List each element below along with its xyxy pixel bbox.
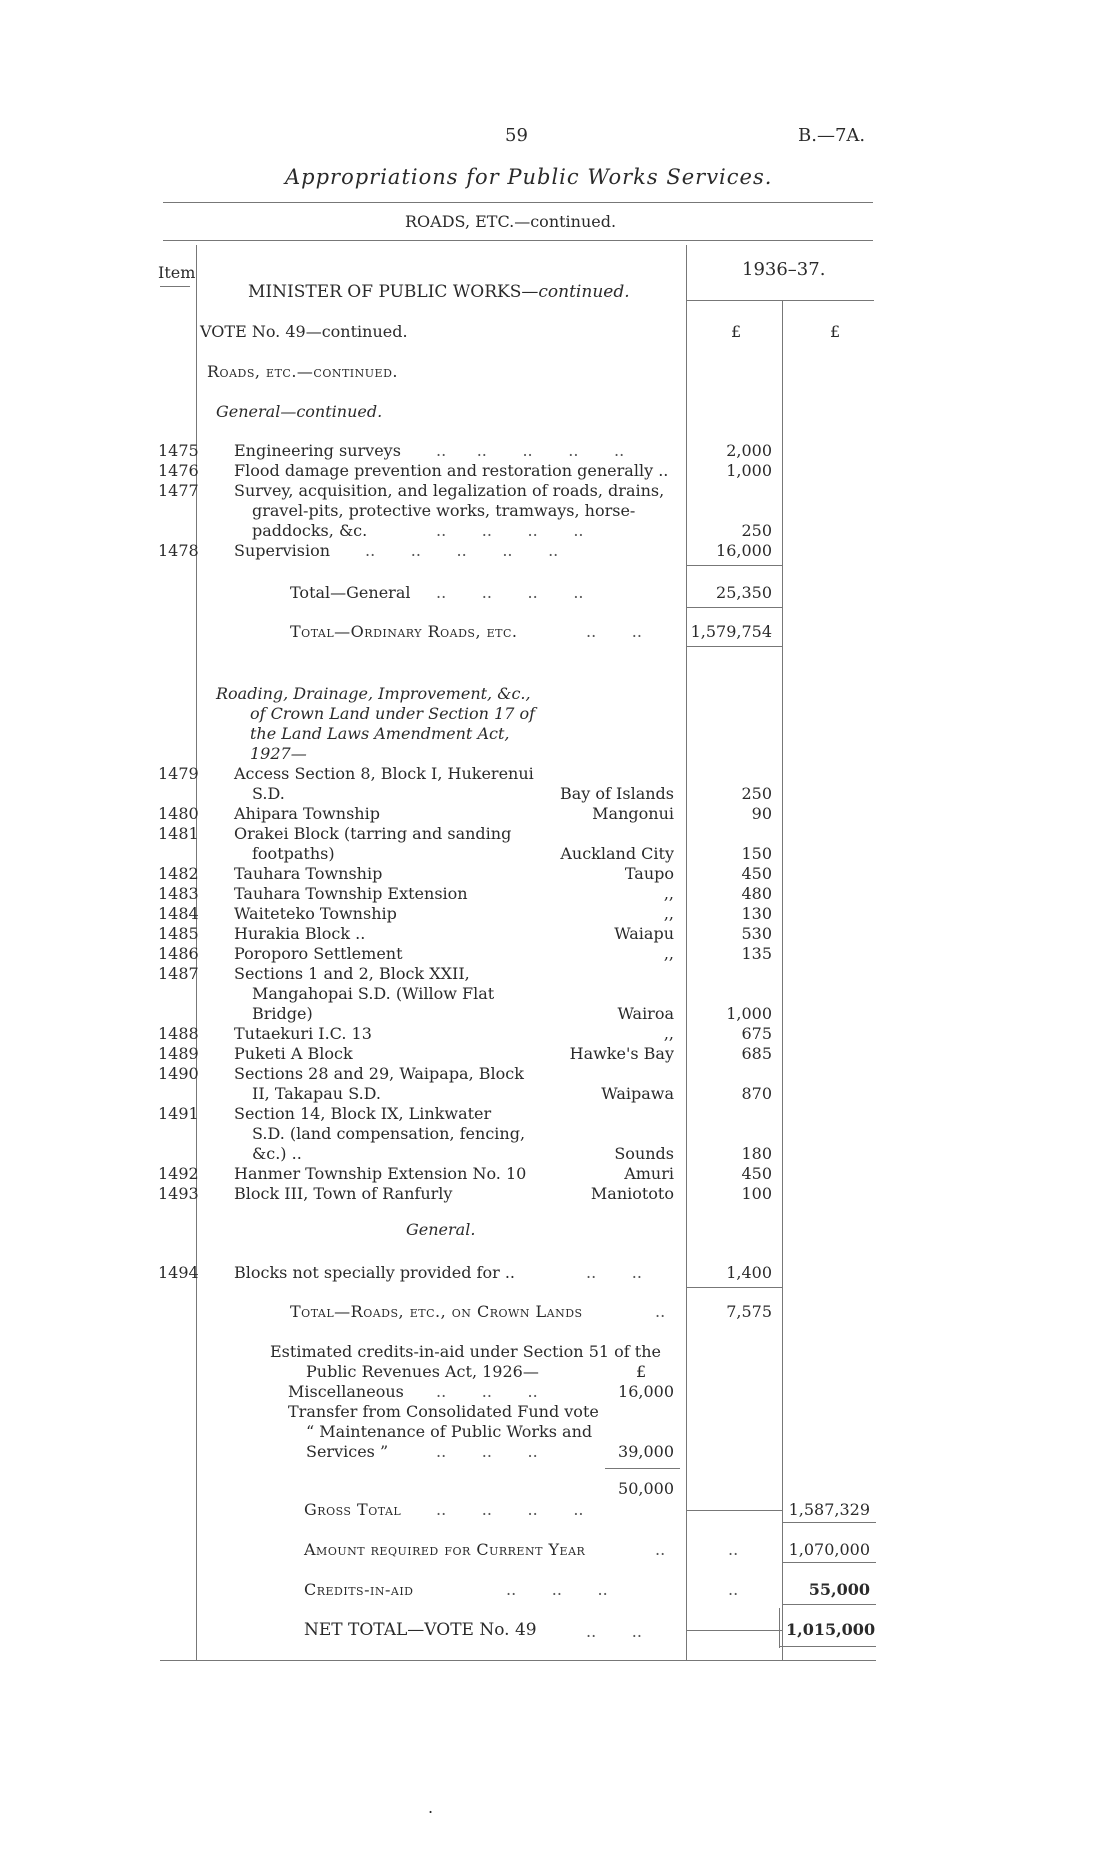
total-ordinary-amount: 1,579,754: [690, 622, 772, 641]
item-description: Blocks not specially provided for ..: [234, 1263, 515, 1282]
item-description-cont: gravel-pits, protective works, tramways, horse-: [252, 501, 636, 520]
item-description-cont: II, Takapau S.D.: [252, 1084, 382, 1103]
item-amount: 250: [741, 521, 772, 540]
credits-transfer: Services ”: [306, 1442, 389, 1461]
item-amount: 1,000: [726, 1004, 772, 1023]
item-amount: 480: [741, 884, 772, 903]
rule-top: [163, 202, 873, 203]
net-total-double-rule: [779, 1608, 780, 1648]
item-amount: 675: [741, 1024, 772, 1043]
item-district: Taupo: [624, 864, 674, 883]
dot-leader: .. ..: [586, 1263, 642, 1282]
dot-leader: ..: [655, 1302, 666, 1321]
item-district: Mangonui: [592, 804, 674, 823]
item-district: Sounds: [614, 1144, 674, 1163]
general-heading: General—continued.: [216, 402, 383, 421]
item-district: ,,: [663, 1024, 674, 1043]
item-description: Engineering surveys: [234, 441, 401, 460]
dot-leader: .. .. ..: [436, 1442, 538, 1461]
item-description-cont: &c.) ..: [252, 1144, 302, 1163]
item-district: ,,: [663, 884, 674, 903]
pound-sign: £: [636, 1362, 647, 1381]
credits-note: Public Revenues Act, 1926—: [306, 1362, 539, 1381]
item-description: Poroporo Settlement: [234, 944, 403, 963]
rule-under-section: [163, 240, 873, 241]
credits-misc-label: Miscellaneous: [288, 1382, 404, 1401]
net-total-rule: [779, 1646, 876, 1647]
item-amount: 1,400: [726, 1263, 772, 1282]
credits-transfer: Transfer from Consolidated Fund vote: [288, 1402, 599, 1421]
item-amount: 250: [741, 784, 772, 803]
item-number: 1493: [158, 1184, 199, 1203]
gross-total-amount: 1,587,329: [788, 1500, 870, 1519]
item-district: Amuri: [624, 1164, 674, 1183]
item-district: Bay of Islands: [559, 784, 674, 803]
item-description: Waiteteko Township: [234, 904, 397, 923]
dot-leader: .. .. .. .. ..: [365, 541, 559, 560]
item-amount: 130: [741, 904, 772, 923]
credits-in-aid-label: Credits-in-aid: [304, 1580, 414, 1599]
item-description: Tauhara Township Extension: [234, 884, 468, 903]
item-number: 1481: [158, 824, 199, 843]
item-description: Block III, Town of Ranfurly: [234, 1184, 453, 1203]
crown-total-amount: 7,575: [726, 1302, 772, 1321]
summary-rule: [782, 1604, 876, 1605]
year-column-header: 1936–37.: [742, 259, 826, 280]
item-number: 1484: [158, 904, 199, 923]
total-ordinary-label: Total—Ordinary Roads, etc.: [290, 622, 518, 641]
item-number: 1485: [158, 924, 199, 943]
credits-transfer-amount: 39,000: [618, 1442, 674, 1461]
dot-leader: .. ..: [586, 622, 642, 641]
item-description-cont: Bridge): [252, 1004, 313, 1023]
credits-in-aid-amount: 55,000: [808, 1580, 870, 1599]
section-heading: ROADS, ETC.—continued.: [405, 212, 617, 231]
rule-bottom: [160, 1660, 876, 1661]
item-amount: 1,000: [726, 461, 772, 480]
subtotal-rule: [686, 1287, 782, 1288]
credits-rule: [605, 1468, 680, 1469]
subtotal-rule: [686, 565, 782, 566]
item-description-cont: Mangahopai S.D. (Willow Flat: [252, 984, 495, 1003]
dot-leader: .. .. .. ..: [436, 521, 584, 540]
crown-heading-line: the Land Laws Amendment Act,: [250, 724, 510, 743]
item-number: 1480: [158, 804, 199, 823]
item-description-cont: footpaths): [252, 844, 335, 863]
gross-total-label: Gross Total: [304, 1500, 402, 1519]
item-description: Survey, acquisition, and legalization of roads, drains,: [234, 481, 665, 500]
item-district: Wairoa: [617, 1004, 674, 1023]
footer-mark: .: [428, 1798, 434, 1817]
net-total-amount: 1,015,000: [786, 1620, 876, 1639]
crown-total-label: Total—Roads, etc., on Crown Lands: [290, 1302, 583, 1321]
document-reference: B.—7A.: [798, 125, 866, 146]
item-number: 1492: [158, 1164, 199, 1183]
item-description: Supervision: [234, 541, 331, 560]
item-number: 1478: [158, 541, 199, 560]
item-description: Access Section 8, Block I, Hukerenui: [234, 764, 534, 783]
dot-leader: .. .. ..: [436, 1382, 538, 1401]
item-number: 1494: [158, 1263, 199, 1282]
total-rule: [686, 607, 782, 608]
total-rule: [686, 646, 782, 647]
summary-rule: [782, 1562, 876, 1563]
item-amount: 530: [741, 924, 772, 943]
item-district: Auckland City: [560, 844, 674, 863]
item-district: ,,: [663, 904, 674, 923]
item-amount: 450: [741, 1164, 772, 1183]
item-district: Waiapu: [614, 924, 674, 943]
dot-leader: ..: [728, 1540, 739, 1559]
item-district: Hawke's Bay: [569, 1044, 674, 1063]
item-district: Waipawa: [601, 1084, 674, 1103]
amount-column-divider-left: [686, 245, 687, 1660]
item-description-cont: paddocks, &c.: [252, 521, 368, 540]
item-district: ,,: [663, 944, 674, 963]
amount-required-amount: 1,070,000: [788, 1540, 870, 1559]
item-district: Maniototo: [590, 1184, 674, 1203]
pound-sign-1: £: [731, 322, 742, 341]
item-amount: 150: [741, 844, 772, 863]
dot-leader: .. .. ..: [506, 1580, 608, 1599]
dot-leader: .. .. .. ..: [436, 1500, 584, 1519]
page-number: 59: [505, 125, 528, 146]
item-number: 1491: [158, 1104, 199, 1123]
item-description: Hanmer Township Extension No. 10: [234, 1164, 527, 1183]
item-number: 1490: [158, 1064, 199, 1083]
item-amount: 2,000: [726, 441, 772, 460]
pound-sign-2: £: [830, 322, 841, 341]
item-amount: 135: [741, 944, 772, 963]
item-number: 1476: [158, 461, 199, 480]
item-number: 1482: [158, 864, 199, 883]
item-amount: 450: [741, 864, 772, 883]
item-number: 1475: [158, 441, 199, 460]
item-description: Orakei Block (tarring and sanding: [234, 824, 512, 843]
credits-note: Estimated credits-in-aid under Section 51 of the: [270, 1342, 661, 1361]
item-description-cont: S.D. (land compensation, fencing,: [252, 1124, 526, 1143]
amount-required-label: Amount required for Current Year: [304, 1540, 586, 1559]
crown-heading-line: Roading, Drainage, Improvement, &c.,: [216, 684, 531, 703]
item-description: Hurakia Block ..: [234, 924, 366, 943]
item-description: Puketi A Block: [234, 1044, 353, 1063]
total-general-label: Total—General: [290, 583, 411, 602]
credits-transfer: “ Maintenance of Public Works and: [306, 1422, 593, 1441]
crown-heading-line: 1927—: [250, 744, 307, 763]
item-underline: [160, 286, 190, 287]
item-amount: 90: [751, 804, 772, 823]
dot-leader: .. .. .. ..: [436, 583, 584, 602]
item-amount: 100: [741, 1184, 772, 1203]
item-description: Ahipara Township: [234, 804, 380, 823]
item-number: 1477: [158, 481, 199, 500]
item-description-cont: S.D.: [252, 784, 285, 803]
credits-misc-amount: 16,000: [618, 1382, 674, 1401]
summary-rule: [782, 1522, 876, 1523]
item-amount: 180: [741, 1144, 772, 1163]
year-underline: [686, 300, 874, 301]
minister-heading: MINISTER OF PUBLIC WORKS—continued.: [248, 282, 630, 302]
total-general-amount: 25,350: [716, 583, 772, 602]
page-title: Appropriations for Public Works Services.: [285, 165, 773, 189]
item-amount: 16,000: [716, 541, 772, 560]
general2-heading: General.: [406, 1220, 476, 1239]
crown-heading-line: of Crown Land under Section 17 of: [250, 704, 536, 723]
item-amount: 685: [741, 1044, 772, 1063]
item-description: Sections 28 and 29, Waipapa, Block: [234, 1064, 524, 1083]
amount-column-divider-mid: [782, 300, 783, 1660]
item-amount: 870: [741, 1084, 772, 1103]
item-column-header: Item: [158, 263, 196, 282]
vote-heading: VOTE No. 49—continued.: [200, 322, 408, 341]
item-description: Sections 1 and 2, Block XXII,: [234, 964, 470, 983]
dot-leader: .. ..: [586, 1622, 642, 1641]
dot-leader: ..: [655, 1540, 666, 1559]
dot-leader: .. .. .. .. ..: [436, 441, 625, 460]
item-number: 1488: [158, 1024, 199, 1043]
item-number: 1489: [158, 1044, 199, 1063]
item-description: Tutaekuri I.C. 13: [234, 1024, 372, 1043]
item-description: Tauhara Township: [234, 864, 383, 883]
item-number: 1479: [158, 764, 199, 783]
net-dash: [686, 1630, 782, 1631]
dot-leader: ..: [728, 1580, 739, 1599]
item-description: Section 14, Block IX, Linkwater: [234, 1104, 492, 1123]
item-number: 1487: [158, 964, 199, 983]
item-number: 1483: [158, 884, 199, 903]
net-total-label: NET TOTAL—VOTE No. 49: [304, 1620, 537, 1640]
summary-rule: [686, 1510, 782, 1511]
item-number: 1486: [158, 944, 199, 963]
roads-heading: Roads, etc.—continued.: [207, 362, 398, 381]
item-description: Flood damage prevention and restoration generally ..: [234, 461, 669, 480]
credits-sum: 50,000: [618, 1479, 674, 1498]
